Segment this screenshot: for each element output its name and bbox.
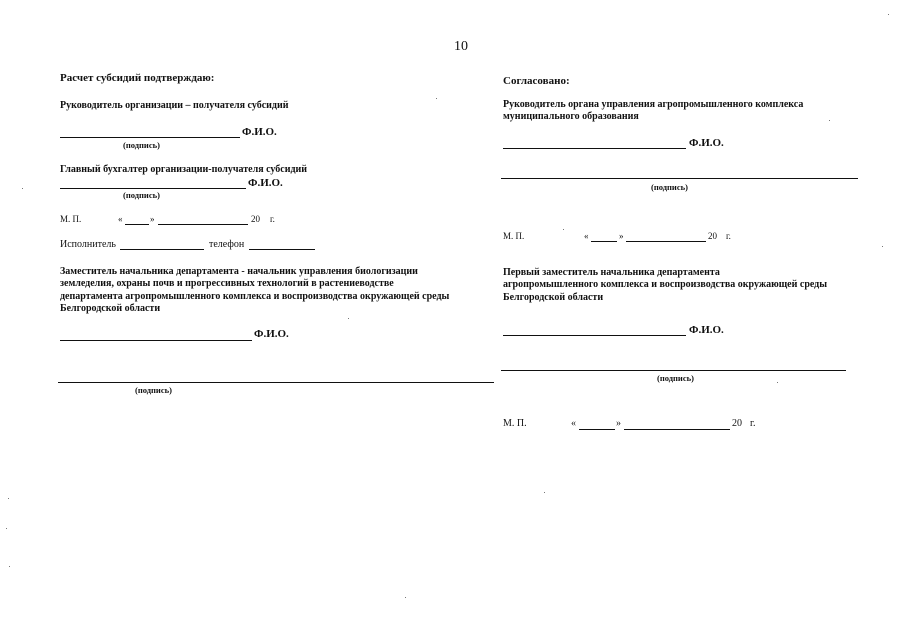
quote-close: » [619,231,624,241]
phone-label: телефон [209,239,245,250]
first-deputy-fio: Ф.И.О. [689,324,724,336]
confirm-heading: Расчет субсидий подтверждаю: [60,72,215,84]
executor-blank [120,249,204,250]
year-suffix: г. [270,214,275,224]
municipal-head-line: Руководитель органа управления агропромышленного комплекса [503,99,804,110]
deputy-line: земледелия, охраны почв и прогрессивных технологий в растениеводстве [60,278,394,290]
deputy-line: Белгородской области [60,302,161,314]
day-blank [591,241,617,242]
first-deputy-block [503,267,827,304]
quote-open: « [118,214,123,224]
page-number: 10 [454,39,468,54]
municipal-head-block [503,99,803,124]
first-deputy-long-rule [501,370,846,371]
accountant-signature-caption: (подпись) [123,190,160,200]
deputy-long-rule [58,382,494,383]
stamp-place-label: М. П. [503,231,525,241]
first-deputy-line: Белгородской области [503,291,604,303]
scan-speck [544,492,545,493]
month-blank [626,241,706,242]
quote-open: « [584,231,589,241]
stamp-place-label: М. П. [60,214,82,224]
year-suffix: г. [750,418,756,429]
chief-accountant-label: Главный бухгалтер организации-получателя субсидий [60,164,308,175]
scan-speck [882,246,883,247]
executor-label: Исполнитель [60,239,116,250]
first-deputy-line: Первый заместитель начальника департамента [503,267,720,278]
deputy-title-block [60,266,449,315]
scan-speck [348,318,349,319]
agreed-heading: Согласовано: [503,75,570,87]
quote-close: » [616,418,621,429]
deputy-fio: Ф.И.О. [254,328,289,340]
scan-speck [563,229,564,230]
scan-speck [829,120,830,121]
municipal-signature-caption: (подпись) [651,182,688,192]
deputy-signature-caption: (подпись) [135,385,172,395]
quote-open: « [571,418,576,429]
first-deputy-signature-caption: (подпись) [657,373,694,383]
day-blank [579,429,615,430]
municipal-fio: Ф.И.О. [689,137,724,149]
month-blank [624,429,730,430]
year-prefix: 20 [708,231,717,241]
scan-speck [6,528,7,529]
scan-speck [777,382,778,383]
municipal-long-rule [501,178,858,179]
year-suffix: г. [726,231,731,241]
year-prefix: 20 [251,214,260,224]
year-prefix: 20 [732,418,742,429]
deputy-signature-line [60,340,252,341]
deputy-line: Заместитель начальника департамента - начальник управления биологизации [60,266,418,277]
accountant-fio: Ф.И.О. [248,177,283,189]
month-blank [158,224,248,225]
head-label: Руководитель организации – получателя субсидий [60,100,289,111]
scan-speck [22,188,23,189]
quote-close: » [150,214,155,224]
deputy-line: департамента агропромышленного комплекса и воспроизводства окружающей среды [60,290,450,302]
first-deputy-signature-line [503,335,686,336]
phone-blank [249,249,315,250]
head-fio: Ф.И.О. [242,126,277,138]
municipal-head-line: муниципального образования [503,111,639,123]
head-signature-line [60,137,240,138]
scan-speck [888,14,889,15]
stamp-place-label: М. П. [503,418,527,429]
scan-speck [9,566,10,567]
head-signature-caption: (подпись) [123,140,160,150]
first-deputy-line: агропромышленного комплекса и воспроизводства окружающей среды [503,279,828,291]
scan-speck [405,597,406,598]
day-blank [125,224,149,225]
scan-speck [8,498,9,499]
municipal-signature-line [503,148,686,149]
accountant-signature-line [60,188,246,189]
scan-speck [436,98,437,99]
